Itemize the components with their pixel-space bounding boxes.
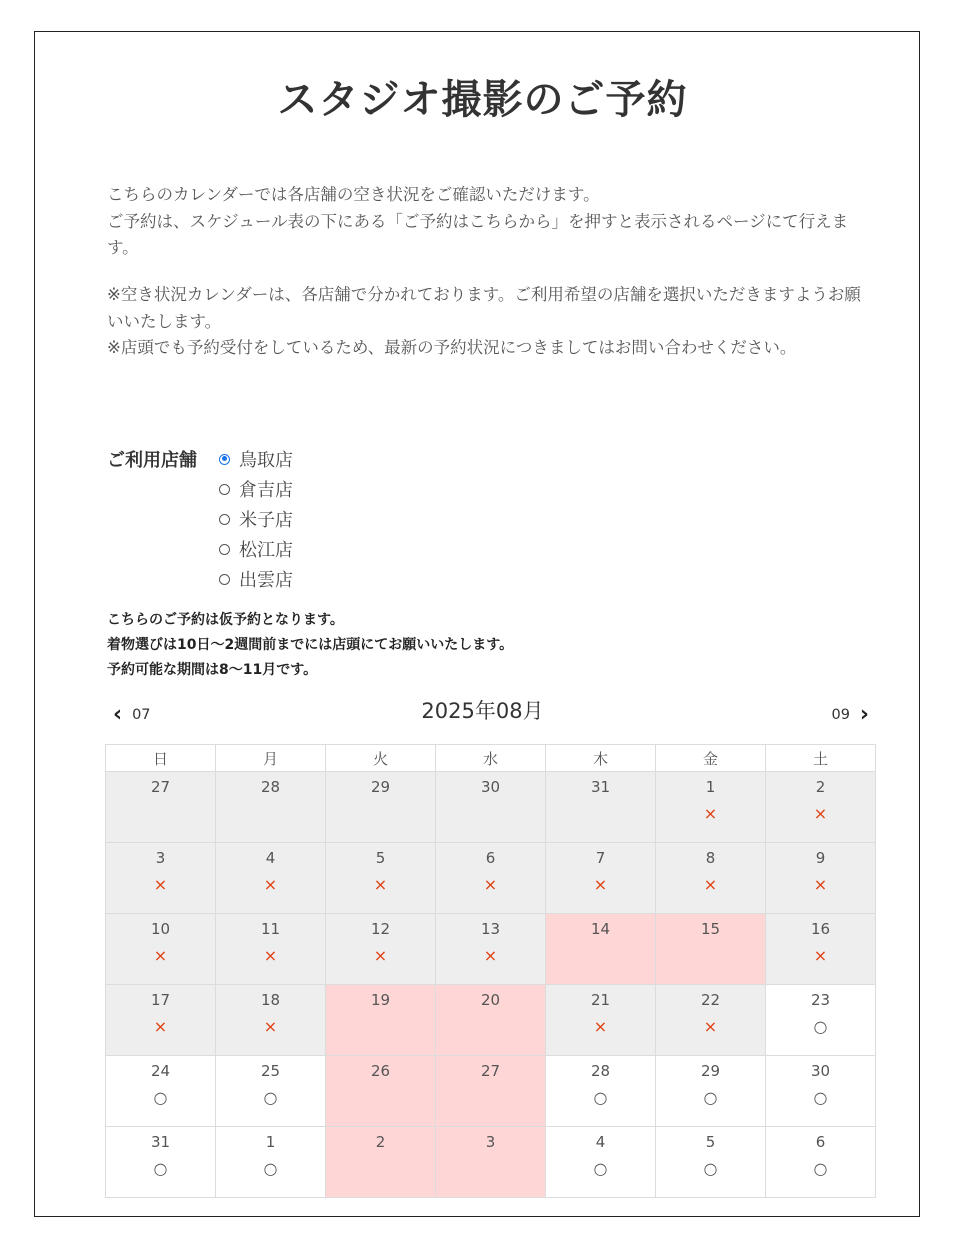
- weekday-header-row: [106, 745, 876, 772]
- weekday-thu: 木: [546, 745, 656, 772]
- calendar-day-cell[interactable]: [656, 1127, 766, 1198]
- day-number: 29: [700, 1062, 721, 1080]
- day-number: 11: [260, 920, 281, 938]
- available-mark: ○: [813, 1017, 828, 1036]
- unavailable-mark: ×: [813, 875, 828, 894]
- unavailable-mark: ×: [703, 1017, 718, 1036]
- unavailable-mark: ×: [483, 875, 498, 894]
- calendar-day-cell: [436, 914, 546, 985]
- empty-mark: [216, 804, 325, 824]
- calendar-day-cell: [216, 985, 326, 1056]
- available-mark: ○: [703, 1159, 718, 1178]
- chevron-left-icon: ‹: [113, 702, 123, 727]
- calendar-day-cell: [656, 843, 766, 914]
- day-number: 16: [810, 920, 831, 938]
- empty-mark: [106, 804, 215, 824]
- next-month-button[interactable]: [831, 704, 869, 726]
- calendar-day-cell: [326, 843, 436, 914]
- available-mark: ○: [263, 1159, 278, 1178]
- calendar-day-cell: [436, 772, 546, 843]
- calendar-week-row: [106, 985, 876, 1056]
- calendar-day-cell[interactable]: [106, 1056, 216, 1127]
- store-option-label: 米子店: [239, 510, 293, 531]
- day-number: 31: [150, 1133, 171, 1151]
- day-number: 3: [155, 849, 166, 867]
- unavailable-mark: ×: [263, 946, 278, 965]
- unavailable-mark: ×: [813, 804, 828, 823]
- calendar-day-cell: [436, 985, 546, 1056]
- day-number: 26: [370, 1062, 391, 1080]
- day-number: 7: [595, 849, 606, 867]
- calendar-day-cell: [546, 772, 656, 843]
- calendar-day-cell[interactable]: [766, 1127, 876, 1198]
- store-option-kurayoshi[interactable]: [219, 474, 293, 504]
- day-number: 4: [595, 1133, 606, 1151]
- day-number: 24: [150, 1062, 171, 1080]
- calendar-day-cell[interactable]: [106, 1127, 216, 1198]
- available-mark: ○: [593, 1088, 608, 1107]
- available-mark: ○: [703, 1088, 718, 1107]
- available-mark: ○: [813, 1159, 828, 1178]
- store-option-yonago[interactable]: [219, 504, 293, 534]
- calendar-day-cell: [436, 843, 546, 914]
- available-mark: ○: [153, 1159, 168, 1178]
- day-number: 5: [705, 1133, 716, 1151]
- day-number: 6: [485, 849, 496, 867]
- empty-mark: [656, 946, 765, 966]
- calendar-week-row: [106, 772, 876, 843]
- day-number: 5: [375, 849, 386, 867]
- calendar-day-cell: [106, 843, 216, 914]
- available-mark: ○: [263, 1088, 278, 1107]
- calendar-day-cell: [326, 1056, 436, 1127]
- weekday-fri: 金: [656, 745, 766, 772]
- unavailable-mark: ×: [373, 946, 388, 965]
- radio-icon[interactable]: [219, 544, 230, 555]
- day-number: 13: [480, 920, 501, 938]
- empty-mark: [436, 804, 545, 824]
- calendar-day-cell[interactable]: [546, 1056, 656, 1127]
- day-number: 27: [150, 778, 171, 796]
- day-number: 28: [260, 778, 281, 796]
- day-number: 8: [705, 849, 716, 867]
- intro-note: ※店頭でも予約受付をしているため、最新の予約状況につきましてはお問い合わせください。: [107, 338, 797, 357]
- unavailable-mark: ×: [593, 875, 608, 894]
- unavailable-mark: ×: [153, 1017, 168, 1036]
- unavailable-mark: ×: [263, 875, 278, 894]
- store-option-matsue[interactable]: [219, 534, 293, 564]
- store-label: ご利用店舗: [107, 450, 197, 471]
- day-number: 10: [150, 920, 171, 938]
- empty-mark: [436, 1088, 545, 1108]
- empty-mark: [546, 946, 655, 966]
- calendar-day-cell[interactable]: [216, 1127, 326, 1198]
- day-number: 2: [815, 778, 826, 796]
- calendar-day-cell: [436, 1127, 546, 1198]
- month-title: 2025年08月: [421, 699, 544, 723]
- store-option-label: 倉吉店: [239, 480, 293, 501]
- calendar-day-cell: [656, 914, 766, 985]
- day-number: 15: [700, 920, 721, 938]
- empty-mark: [326, 1017, 435, 1037]
- available-mark: ○: [813, 1088, 828, 1107]
- day-number: 29: [370, 778, 391, 796]
- calendar-day-cell[interactable]: [766, 1056, 876, 1127]
- day-number: 30: [810, 1062, 831, 1080]
- day-number: 31: [590, 778, 611, 796]
- prev-month-label: 07: [132, 707, 151, 723]
- calendar-week-row: [106, 1127, 876, 1198]
- available-mark: ○: [153, 1088, 168, 1107]
- calendar-day-cell[interactable]: [656, 1056, 766, 1127]
- calendar-day-cell: [326, 772, 436, 843]
- radio-selected-icon[interactable]: [219, 454, 230, 465]
- empty-mark: [326, 1088, 435, 1108]
- calendar-day-cell[interactable]: [766, 985, 876, 1056]
- notice-line: 予約可能な期間は8〜11月です。: [107, 662, 318, 678]
- calendar-week-row: [106, 1056, 876, 1127]
- day-number: 14: [590, 920, 611, 938]
- day-number: 3: [485, 1133, 496, 1151]
- calendar-day-cell: [656, 985, 766, 1056]
- notice-line: 着物選びは10日〜2週間前までには店頭にてお願いいたします。: [107, 637, 514, 653]
- radio-icon[interactable]: [219, 514, 230, 525]
- day-number: 28: [590, 1062, 611, 1080]
- intro-line: ご予約は、スケジュール表の下にある「ご予約はこちらから」を押すと表示されるページにて行えます。: [107, 211, 849, 257]
- intro-paragraph-2: [107, 282, 863, 362]
- calendar-day-cell: [326, 1127, 436, 1198]
- page-title: スタジオ撮影のご予約: [277, 77, 688, 123]
- store-radio-group: [219, 444, 293, 594]
- store-option-izumo[interactable]: [219, 564, 293, 594]
- calendar-day-cell: [326, 914, 436, 985]
- day-number: 21: [590, 991, 611, 1009]
- unavailable-mark: ×: [703, 875, 718, 894]
- day-number: 25: [260, 1062, 281, 1080]
- empty-mark: [546, 804, 655, 824]
- weekday-wed: 水: [436, 745, 546, 772]
- empty-mark: [436, 1017, 545, 1037]
- weekday-sat: 土: [766, 745, 876, 772]
- day-number: 4: [265, 849, 276, 867]
- unavailable-mark: ×: [263, 1017, 278, 1036]
- calendar-day-cell: [656, 772, 766, 843]
- calendar-day-cell: [436, 1056, 546, 1127]
- calendar-day-cell: [546, 985, 656, 1056]
- day-number: 22: [700, 991, 721, 1009]
- empty-mark: [436, 1159, 545, 1179]
- calendar-day-cell: [766, 914, 876, 985]
- day-number: 1: [705, 778, 716, 796]
- day-number: 1: [265, 1133, 276, 1151]
- day-number: 2: [375, 1133, 386, 1151]
- calendar-day-cell: [216, 914, 326, 985]
- store-option-label: 出雲店: [239, 570, 293, 591]
- radio-icon[interactable]: [219, 574, 230, 585]
- day-number: 9: [815, 849, 826, 867]
- unavailable-mark: ×: [593, 1017, 608, 1036]
- reservation-notice: [107, 608, 513, 683]
- unavailable-mark: ×: [483, 946, 498, 965]
- unavailable-mark: ×: [373, 875, 388, 894]
- day-number: 27: [480, 1062, 501, 1080]
- calendar-day-cell: [766, 772, 876, 843]
- calendar-day-cell: [546, 843, 656, 914]
- calendar-day-cell: [216, 843, 326, 914]
- chevron-right-icon: ›: [859, 702, 869, 727]
- availability-calendar: [105, 744, 876, 1198]
- store-option-label: 松江店: [239, 540, 293, 561]
- calendar-day-cell: [326, 985, 436, 1056]
- weekday-sun: 日: [106, 745, 216, 772]
- calendar-day-cell: [106, 772, 216, 843]
- day-number: 30: [480, 778, 501, 796]
- day-number: 17: [150, 991, 171, 1009]
- calendar-day-cell: [546, 914, 656, 985]
- calendar-day-cell: [106, 985, 216, 1056]
- available-mark: ○: [593, 1159, 608, 1178]
- notice-line: こちらのご予約は仮予約となります。: [107, 612, 344, 628]
- weekday-tue: 火: [326, 745, 436, 772]
- empty-mark: [326, 804, 435, 824]
- day-number: 23: [810, 991, 831, 1009]
- day-number: 20: [480, 991, 501, 1009]
- calendar-week-row: [106, 843, 876, 914]
- calendar-day-cell: [216, 772, 326, 843]
- store-option-tottori[interactable]: [219, 444, 293, 474]
- day-number: 6: [815, 1133, 826, 1151]
- calendar-day-cell: [106, 914, 216, 985]
- next-month-label: 09: [831, 707, 850, 723]
- unavailable-mark: ×: [153, 946, 168, 965]
- day-number: 18: [260, 991, 281, 1009]
- calendar-week-row: [106, 914, 876, 985]
- intro-line: こちらのカレンダーでは各店舗の空き状況をご確認いただけます。: [107, 185, 600, 204]
- day-number: 12: [370, 920, 391, 938]
- intro-note: ※空き状況カレンダーは、各店舗で分かれております。ご利用希望の店舗を選択いただきますようお願いいたします。: [107, 285, 861, 331]
- weekday-mon: 月: [216, 745, 326, 772]
- calendar-day-cell[interactable]: [216, 1056, 326, 1127]
- unavailable-mark: ×: [703, 804, 718, 823]
- unavailable-mark: ×: [153, 875, 168, 894]
- empty-mark: [326, 1159, 435, 1179]
- calendar-day-cell[interactable]: [546, 1127, 656, 1198]
- calendar-day-cell: [766, 843, 876, 914]
- radio-icon[interactable]: [219, 484, 230, 495]
- unavailable-mark: ×: [813, 946, 828, 965]
- day-number: 19: [370, 991, 391, 1009]
- store-option-label: 鳥取店: [239, 450, 293, 471]
- intro-paragraph-1: [107, 182, 863, 262]
